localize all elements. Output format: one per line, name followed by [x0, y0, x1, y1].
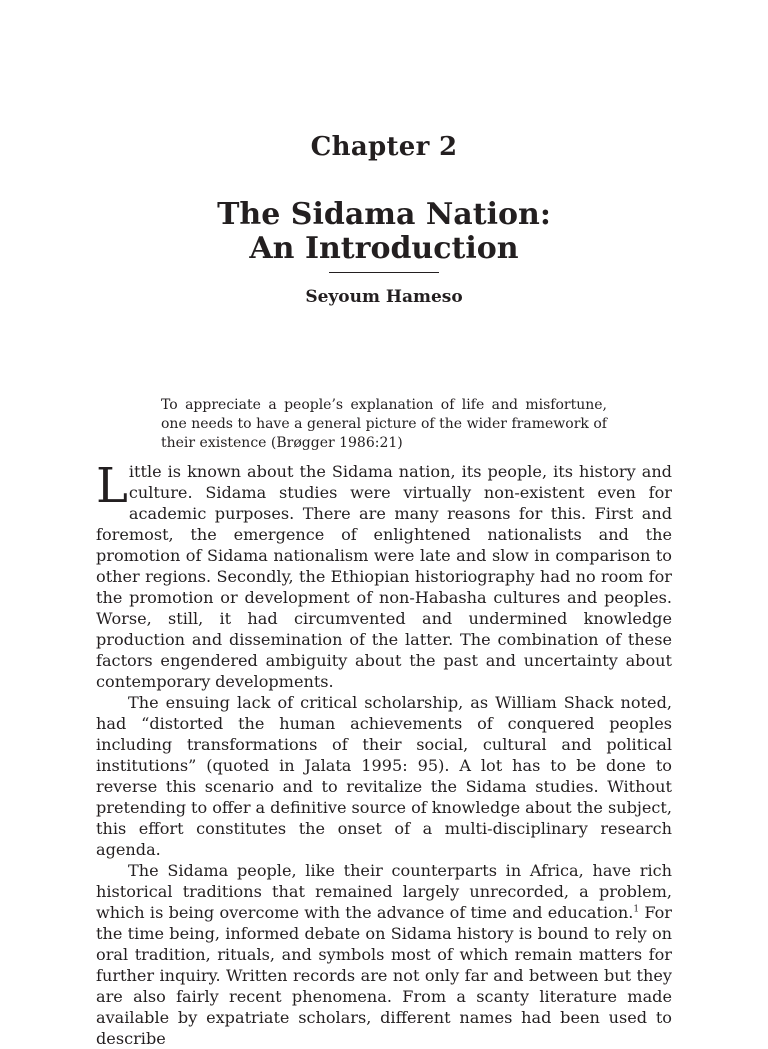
paragraph-3-text-a: The Sidama people, like their counterparts in Africa, have rich historical traditions that remained largely unrecorded, a problem, which is being overcome with the advance of time and education.	[96, 861, 672, 922]
paragraph-1	[96, 458, 672, 692]
paragraph-1-text: ittle is known about the Sidama nation, its people, its history and culture. Sidama studies were virtually non-existent even for academic purposes. There are many reasons for this. First and foremost, the emergence of enlightened nationalists and the promotion of Sidama nationalism were late and slow in comparison to other regions. Secondly, the Ethiopian historiography had no room for the promotion or development of non-Habasha cultures and peoples. Worse, still, it had circumvented and undermined knowledge production and dissemination of the latter. The combination of these factors engendered ambiguity about the past and uncertainty about contemporary developments.	[96, 462, 672, 691]
footnote-marker[interactable]: 1	[633, 904, 640, 915]
chapter-title-line-2: An Introduction	[249, 231, 519, 266]
epigraph: To appreciate a people’s explanation of life and misfortune, one needs to have a general picture of the wider framework of their existence (Brøgger 1986:21)	[161, 397, 607, 451]
chapter-body	[96, 458, 672, 1049]
drop-cap: L	[96, 458, 128, 514]
chapter-title	[0, 198, 768, 266]
paragraph-3-text-b: For the time being, informed debate on Sidama history is bound to rely on oral tradition, rituals, and symbols most of which remain matters for further inquiry. Written records are not only far and between but they are also fairly recent phenomena. From a scanty literature made available by expatriate scholars, different names had been used to describe	[96, 903, 672, 1048]
title-divider	[329, 272, 439, 273]
chapter-number: Chapter 2	[310, 132, 458, 162]
chapter-author: Seyoum Hameso	[305, 287, 463, 307]
chapter-title-line-1: The Sidama Nation:	[217, 197, 551, 232]
paragraph-3	[96, 860, 672, 1049]
paragraph-2: The ensuing lack of critical scholarship, as William Shack noted, had “distorted the human achievements of conquered peoples including transformations of their social, cultural and political institutions” (quoted in Jalata 1995: 95). A lot has to be done to reverse this scenario and to revitalize the Sidama studies. Without pretending to offer a definitive source of knowledge about the subject, this effort constitutes the onset of a multi-disciplinary research agenda.	[96, 693, 672, 859]
